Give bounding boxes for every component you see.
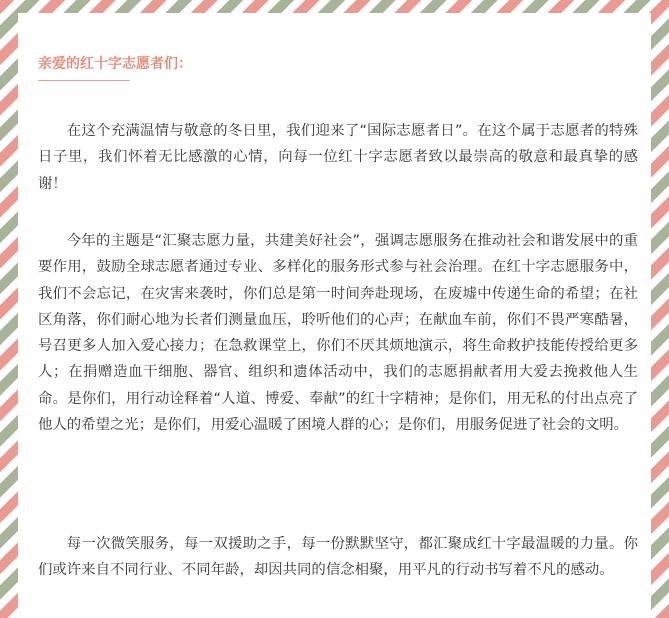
letter-paragraph-1: 在这个充满温情与敬意的冬日里，我们迎来了“国际志愿者日”。在这个属于志愿者的特殊日子里，我们怀着无比感激的心情，向每一位红十字志愿者致以最崇高的敬意和最真挚的感谢！ (38, 123, 638, 192)
letter-salutation: 亲爱的红十字志愿者们： (38, 56, 192, 72)
letter-paper (18, 13, 651, 618)
letter-paragraph-3: 每一次微笑服务，每一双援助之手，每一份默默坚守，都汇聚成红十字最温暖的力量。你们或许来自不同行业、不同年龄，却因共同的信念相聚，用平凡的行动书写着不凡的感动。 (38, 536, 638, 579)
salutation-divider (38, 80, 130, 81)
letter-paragraph-2: 今年的主题是“汇聚志愿力量，共建美好社会”，强调志愿服务在推动社会和谐发展中的重要作用，鼓励全球志愿者通过专业、多样化的服务形式参与社会治理。在红十字志愿服务中，我们不会忘记，在灾害来袭时，你们总是第一时间奔赴现场，在废墟中传递生命的希望；在社区角落，你们耐心地为长者们测量血压，聆听他们的心声；在献血车前，你们不畏严寒酷暑，号召更多人加入爱心接力；在急救课堂上，你们不厌其烦地演示，将生命救护技能传授给更多人；在捐赠造血干细胞、器官、组织和遗体活动中，我们的志愿捐献者用大爱去挽救他人生命。是你们，用行动诠释着“人道、博爱、奉献”的红十字精神；是你们，用无私的付出点亮了他人的希望之光；是你们，用爱心温暖了困境人群的心；是你们，用服务促进了社会的文明。 (38, 233, 638, 434)
